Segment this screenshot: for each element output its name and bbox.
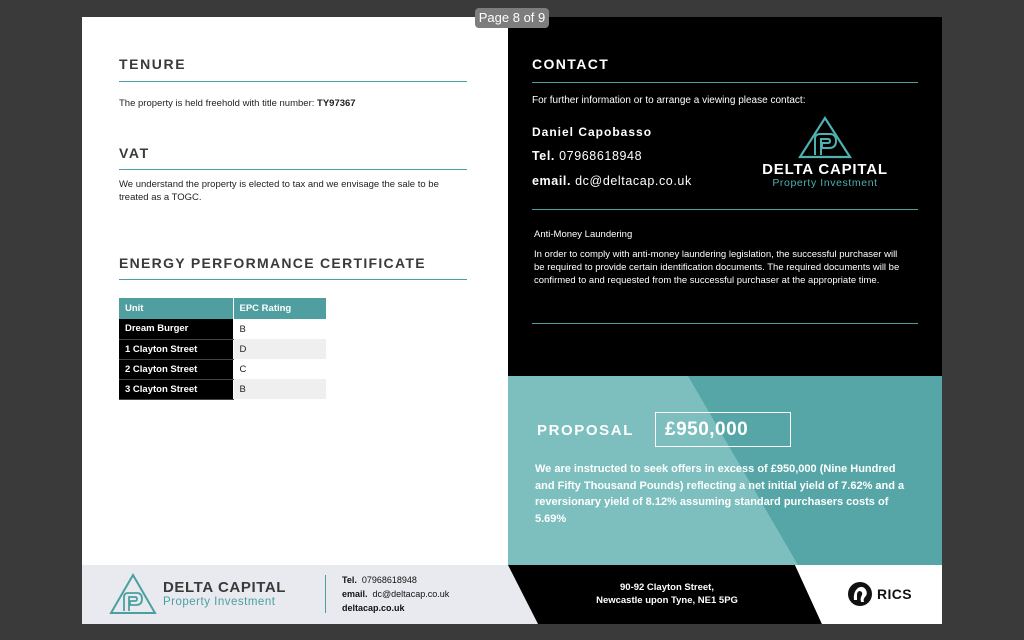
table-row: [119, 379, 326, 399]
epc-rating: B: [233, 319, 326, 339]
document-page: [82, 17, 942, 624]
contact-rule: [532, 82, 918, 83]
address-line-2: Newcastle upon Tyne, NE1 5PG: [596, 594, 738, 606]
footer-tel: Tel. 07968618948: [342, 575, 417, 585]
footer-brand-tagline: Property Investment: [163, 596, 276, 608]
footer-email: email. dc@deltacap.co.uk: [342, 589, 450, 599]
aml-title: Anti-Money Laundering: [534, 229, 633, 240]
tenure-title: TENURE: [119, 56, 187, 72]
brand-name: DELTA CAPITAL: [762, 161, 888, 178]
contact-email: email. dc@deltacap.co.uk: [532, 174, 692, 188]
tenure-rule: [119, 81, 467, 82]
epc-unit: 3 Clayton Street: [119, 379, 233, 399]
footer-website[interactable]: deltacap.co.uk: [342, 603, 405, 613]
delta-triangle-icon: [760, 115, 890, 161]
vat-title: VAT: [119, 145, 150, 161]
address-line-1: 90-92 Clayton Street,: [620, 582, 714, 593]
email-link[interactable]: dc@deltacap.co.uk: [575, 174, 692, 188]
proposal-text: We are instructed to seek offers in excess of £950,000 (Nine Hundred and Fifty Thousand Pounds) reflecting a net initial yield of 7.62% and a reversionary yield of 8.12% assuming standard purchasers costs of 5.69%: [535, 463, 905, 525]
brand-tagline: Property Investment: [772, 177, 878, 189]
proposal-price: £950,000: [655, 412, 791, 447]
tenure-text: The property is held freehold with title number: TY97367: [119, 98, 356, 109]
epc-rating: B: [233, 379, 326, 399]
footer: [82, 565, 942, 624]
aml-rule-top: [532, 209, 918, 210]
footer-brand-name: DELTA CAPITAL: [163, 579, 287, 596]
epc-unit: 1 Clayton Street: [119, 339, 233, 359]
aml-rule-bottom: [532, 323, 918, 324]
contact-name: Daniel Capobasso: [532, 125, 653, 139]
epc-header-row: [119, 298, 326, 319]
brand-logo: [760, 115, 890, 191]
epc-rating: C: [233, 359, 326, 379]
table-row: [119, 339, 326, 359]
epc-unit: 2 Clayton Street: [119, 359, 233, 379]
epc-title: ENERGY PERFORMANCE CERTIFICATE: [119, 255, 426, 271]
epc-rating: D: [233, 339, 326, 359]
vat-rule: [119, 169, 467, 170]
epc-rule: [119, 279, 467, 280]
epc-header-rating: EPC Rating: [233, 298, 326, 319]
proposal-label: PROPOSAL: [537, 422, 634, 439]
contact-panel: [508, 17, 942, 376]
table-row: [119, 359, 326, 379]
contact-intro: For further information or to arrange a viewing please contact:: [532, 95, 806, 106]
epc-header-unit: Unit: [119, 298, 233, 319]
footer-address: [552, 582, 782, 607]
rics-lion-icon: [846, 580, 874, 608]
title-number: TY97367: [317, 98, 356, 109]
page-indicator: Page 8 of 9: [475, 8, 549, 28]
delta-triangle-icon: [108, 573, 158, 617]
rics-logo-text: RICS: [877, 586, 913, 602]
table-row: [119, 319, 326, 339]
contact-title: CONTACT: [532, 56, 610, 72]
vat-text: We understand the property is elected to tax and we envisage the sale to be treated as a TOGC.: [119, 179, 439, 203]
proposal-panel: [508, 376, 942, 565]
epc-unit: Dream Burger: [119, 319, 233, 339]
footer-divider: [325, 575, 326, 613]
left-column: [82, 17, 508, 565]
epc-table: [119, 298, 326, 400]
aml-text: In order to comply with anti-money laundering legislation, the successful purchaser will be required to provide certain identification documents. The required documents will be confirmed to and requested from the successful purchaser at the appropriate time.: [534, 249, 900, 286]
contact-tel: Tel. 07968618948: [532, 149, 643, 163]
footer-email-link[interactable]: dc@deltacap.co.uk: [372, 589, 450, 599]
